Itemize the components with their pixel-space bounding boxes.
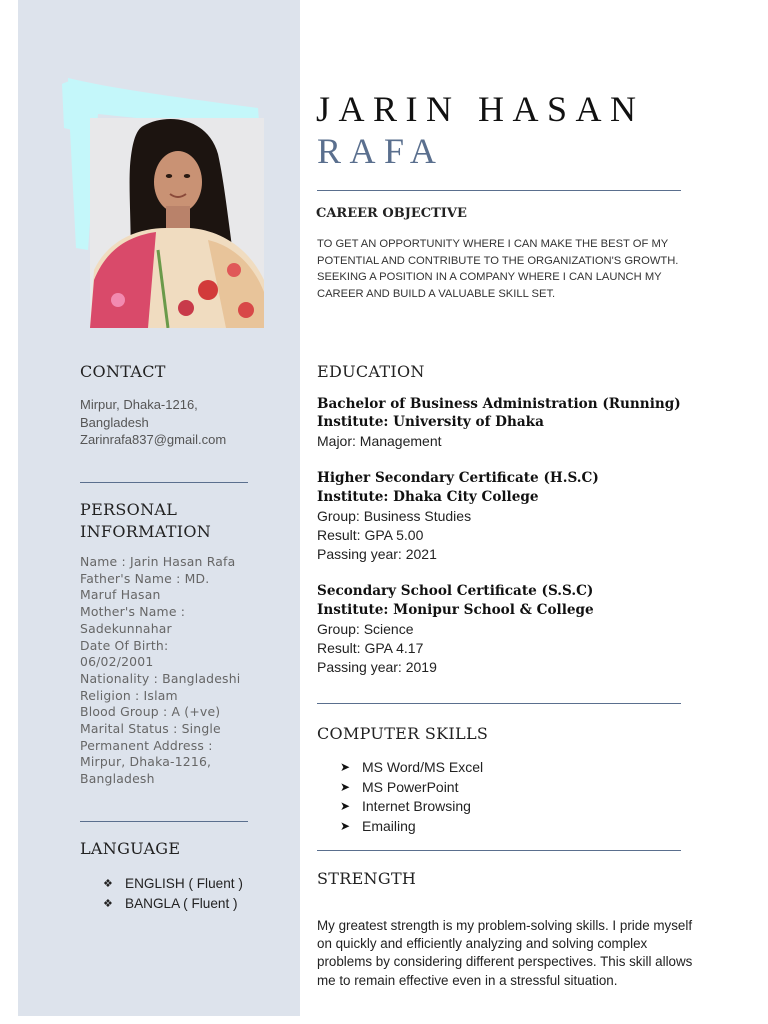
skills-divider [317,850,681,851]
personal-info-line: Mirpur, Dhaka-1216, [80,754,212,770]
education-detail: Major: Management [317,433,442,449]
personal-info-line: Permanent Address : [80,737,213,753]
education-degree: Bachelor of Business Administration (Running) [317,396,681,412]
personal-info-line: Name : Jarin Hasan Rafa [80,554,236,569]
computer-skills-heading: COMPUTER SKILLS [317,724,489,743]
list-item [340,778,483,798]
personal-info-heading-line1: PERSONAL [80,500,178,519]
arrow-bullet-icon: ➤ [340,818,351,833]
education-detail: Result: GPA 5.00 [317,527,424,543]
list-item [103,874,243,894]
language-item-label: ENGLISH ( Fluent ) [125,876,243,891]
name-second-line: RAFA [317,131,445,171]
personal-info-line: Maruf Hasan [80,587,161,603]
personal-info-heading-line2: INFORMATION [80,522,212,541]
arrow-bullet-icon: ➤ [340,760,351,774]
education-detail: Passing year: 2019 [317,659,437,675]
skill-label: MS Word/MS Excel [362,759,484,775]
personal-info-divider [80,821,248,822]
personal-info-line: Father's Name : MD. [80,570,210,586]
personal-info-line: Blood Group : A (+ve) [80,704,221,720]
education-detail: Group: Business Studies [317,508,472,524]
contact-address-line1: Mirpur, Dhaka-1216, [80,397,198,412]
name-first-line: JARIN HASAN [316,89,645,129]
skill-label: MS PowerPoint [362,778,459,795]
career-objective-text: TO GET AN OPPORTUNITY WHERE I CAN MAKE THE BEST OF MY POTENTIAL AND CONTRIBUTE TO THE ORGANIZATION'S GROWTH. SEEKING A POSITION IN A COMPANY WHERE I CAN LAUNCH MY CAREER AND BUILD A VALUABLE SKILL SET. [317,238,679,300]
language-heading: LANGUAGE [80,839,181,858]
computer-skills-list [340,758,483,836]
personal-info-line: Bangladesh [80,771,155,787]
education-detail: Passing year: 2021 [317,546,437,562]
language-list [103,874,243,914]
strength-heading: STRENGTH [317,869,417,888]
arrow-bullet-icon: ➤ [340,779,351,794]
list-item [103,894,243,914]
career-objective-heading: CAREER OBJECTIVE [316,206,467,221]
arrow-bullet-icon: ➤ [340,799,351,813]
contact-email: Zarinrafa837@gmail.com [80,432,227,447]
name-divider [317,190,681,191]
skill-label: Internet Browsing [362,798,471,814]
education-divider [317,703,681,704]
education-degree: Higher Secondary Certificate (H.S.C) [317,470,599,486]
contact-address-line2: Bangladesh [80,415,149,430]
contact-divider [80,482,248,483]
personal-info-list [80,554,270,788]
personal-info-line: Mother's Name : [80,604,186,620]
education-institute: Institute: Dhaka City College [317,489,539,505]
education-detail: Result: GPA 4.17 [317,640,424,656]
diamond-bullet-icon: ❖ [103,878,113,890]
education-institute: Institute: University of Dhaka [317,414,544,430]
list-item [340,817,483,837]
list-item [340,758,483,778]
personal-info-line: Date Of Birth: [80,637,169,653]
education-institute: Institute: Monipur School & College [317,602,594,618]
profile-photo [58,70,270,328]
language-item-label: BANGLA ( Fluent ) [125,896,238,911]
personal-info-line: Religion : Islam [80,687,178,703]
personal-info-line: Sadekunnahar [80,620,172,636]
diamond-bullet-icon: ❖ [103,898,113,910]
skill-label: Emailing [362,817,416,834]
education-degree: Secondary School Certificate (S.S.C) [317,583,594,599]
education-detail: Group: Science [317,621,414,637]
personal-info-line: Marital Status : Single [80,721,221,737]
list-item [340,797,483,817]
education-heading: EDUCATION [317,362,425,381]
personal-info-line: 06/02/2001 [80,654,154,670]
personal-info-line: Nationality : Bangladeshi [80,670,241,686]
strength-text: My greatest strength is my problem-solving skills. I pride myself on quickly and efficiently analyzing and solving complex problems by considering different perspectives. This skill allows me to remain effective even in a stressful situation. [317,918,693,988]
contact-heading: CONTACT [80,362,166,381]
